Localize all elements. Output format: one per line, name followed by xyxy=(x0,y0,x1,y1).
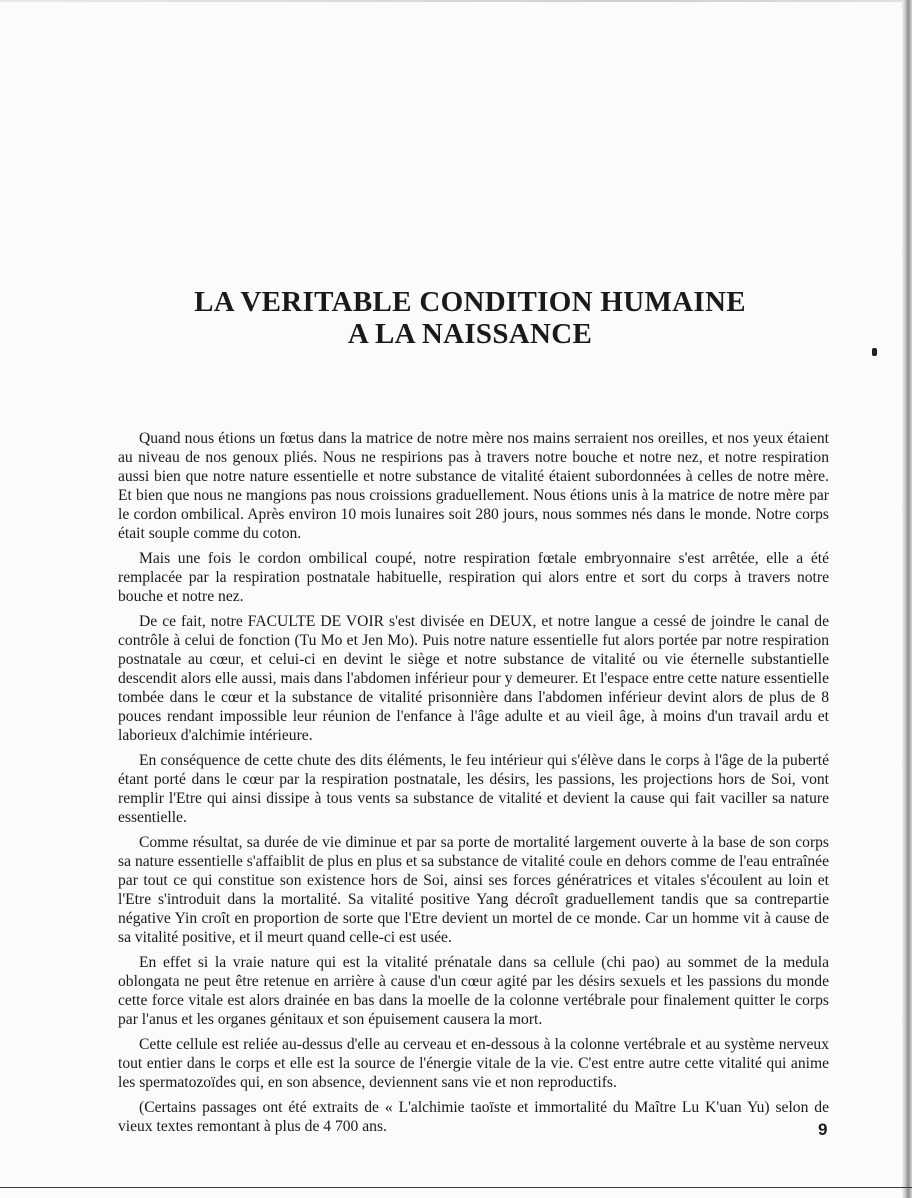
paragraph-6: En effet si la vraie nature qui est la vitalité prénatale dans sa cellule (chi pao) au sommet de la medula oblongata ne peut être retenue en arrière à cause d'un cœur agité par les désirs sexuels et les passions du monde cette force vitale est alors drainée en bas dans la moelle de la colonne vertébrale pour finalement quitter le corps par l'anus et les organes génitaux et son épuisement causera la mort. xyxy=(118,954,829,1028)
page-right-edge-shadow xyxy=(902,0,912,1198)
page-number: 9 xyxy=(818,1120,828,1139)
paragraph-5: Comme résultat, sa durée de vie diminue et par sa porte de mortalité largement ouverte à la base de son corps sa nature essentielle s'affaiblit de plus en plus et sa substance de vitalité coule en dehors comme de l'eau entraînée par tout ce qui constitue son existence hors de Soi, ainsi ses forces génératrices et vitales s'écoulent au loin et l'Etre s'introduit dans la mortalité. Sa vitalité positive Yang décroît graduellement tandis que sa contrepartie négative Yin croît en proportion de sorte que l'Etre devient un mortel de ce monde. Car un homme vit à cause de sa vitalité positive, et il meurt quand celle-ci est usée. xyxy=(118,834,829,946)
paragraph-1: Quand nous étions un fœtus dans la matrice de notre mère nos mains serraient nos oreilles, et nos yeux étaient au niveau de nos genoux pliés. Nous ne respirions pas à travers notre bouche et notre nez, et notre respiration aussi bien que notre nature essentielle et notre substance de vitalité étaient subordonnées à celles de notre mère. Et bien que nous ne mangions pas nous croissions graduellement. Nous étions unis à la matrice de notre mère par le cordon ombilical. Après environ 10 mois lunaires soit 280 jours, nous sommes nés dans le monde. Notre corps était souple comme du coton. xyxy=(118,430,829,542)
page-top-edge xyxy=(0,0,912,2)
body-text xyxy=(118,429,829,1142)
chapter-title-line-2: A LA NAISSANCE xyxy=(347,318,593,350)
chapter-title-line-1: LA VERITABLE CONDITION HUMAINE xyxy=(194,286,746,318)
paragraph-8: (Certains passages ont été extraits de « L'alchimie taoïste et immortalité du Maître Lu K'uan Yu) selon de vieux textes remontant à plus de 4 700 ans. xyxy=(118,1099,829,1135)
paragraph-3: De ce fait, notre FACULTE DE VOIR s'est divisée en DEUX, et notre langue a cessé de joindre le canal de contrôle à celui de fonction (Tu Mo et Jen Mo). Puis notre nature essentielle fut alors portée par notre respiration postnatale au cœur, et celui-ci en devint le siège et notre substance de vitalité ou vie éternelle substantielle descendit alors elle aussi, mais dans l'abdomen inférieur pour y demeurer. Et l'espace entre cette nature essentielle tombée dans le cœur et la substance de vitalité prisonnière dans l'abdomen inférieur devint alors de plus de 8 pouces rendant impossible leur réunion de l'enfance à l'âge adulte et au vieil âge, à moins d'un travail ardu et laborieux d'alchimie intérieure. xyxy=(118,613,829,744)
paragraph-7: Cette cellule est reliée au-dessus d'elle au cerveau et en-dessous à la colonne vertébrale et au système nerveux tout entier dans le corps et elle est la source de l'énergie vitale de la vie. C'est entre autre cette vitalité qui anime les spermatozoïdes qui, en son absence, deviennent sans vie et non reproductifs. xyxy=(118,1036,829,1091)
paragraph-2: Mais une fois le cordon ombilical coupé, notre respiration fœtale embryonnaire s'est arrêtée, elle a été remplacée par la respiration postnatale habituelle, respiration qui alors entre et sort du corps à travers notre bouche et notre nez. xyxy=(118,550,829,605)
ink-speck xyxy=(872,348,877,356)
paragraph-4: En conséquence de cette chute des dits éléments, le feu intérieur qui s'élève dans le corps à l'âge de la puberté étant porté dans le cœur par la respiration postnatale, les désirs, les passions, les projections hors de Soi, vont remplir l'Etre qui ainsi dissipe à tous vents sa substance de vitalité et devient la cause qui fait vaciller sa nature essentielle. xyxy=(118,752,829,826)
chapter-title xyxy=(120,286,820,350)
page-bottom-edge xyxy=(0,1187,912,1188)
